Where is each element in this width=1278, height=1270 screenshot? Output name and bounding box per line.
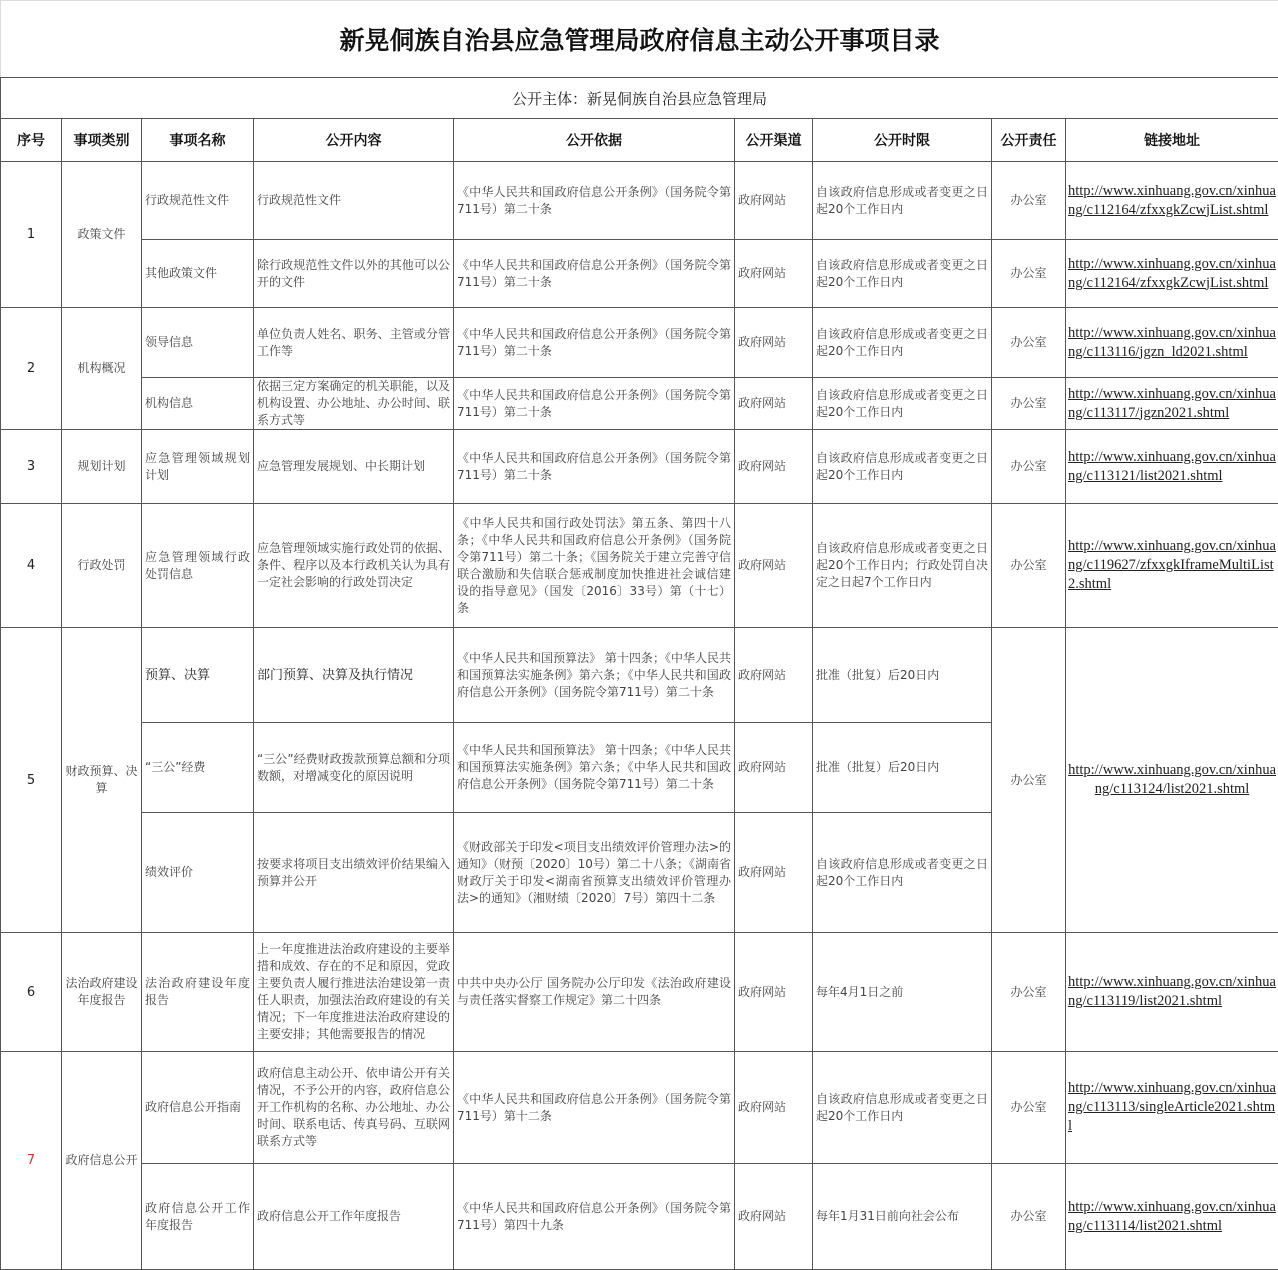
header-duty: 公开责任 xyxy=(992,119,1066,162)
table-row xyxy=(1,1052,1278,1164)
row-content: 应急管理领域实施行政处罚的依据、条件、程序以及本行政机关认为具有一定社会影响的行政处罚决定 xyxy=(254,504,454,628)
row-content: 按要求将项目支出绩效评价结果编入预算并公开 xyxy=(254,813,454,933)
row-item-name: 应急管理领域行政处罚信息 xyxy=(142,504,254,628)
row-duty: 办公室 xyxy=(992,430,1066,504)
row-category: 政府信息公开 xyxy=(62,1052,142,1270)
row-link-text[interactable]: http://www.xinhuang.gov.cn/xinhuang/c112164/zfxxgkZcwjList.shtml xyxy=(1068,255,1276,291)
row-channel: 政府网站 xyxy=(735,1052,813,1164)
header-content: 公开内容 xyxy=(254,119,454,162)
row-duty: 办公室 xyxy=(992,308,1066,378)
row-channel: 政府网站 xyxy=(735,162,813,240)
header-deadline: 公开时限 xyxy=(813,119,992,162)
row-channel: 政府网站 xyxy=(735,723,813,813)
row-link[interactable] xyxy=(1066,1052,1278,1164)
row-basis: 《中华人民共和国政府信息公开条例》（国务院令第711号）第十二条 xyxy=(454,1052,735,1164)
row-category: 行政处罚 xyxy=(62,504,142,628)
table-row xyxy=(1,240,1278,308)
table-row xyxy=(1,504,1278,628)
row-channel: 政府网站 xyxy=(735,933,813,1052)
row-channel: 政府网站 xyxy=(735,430,813,504)
row-content: 政府信息公开工作年度报告 xyxy=(254,1164,454,1270)
row-link-text[interactable]: http://www.xinhuang.gov.cn/xinhuang/c113121/list2021.shtml xyxy=(1068,448,1276,484)
row-basis: 《中华人民共和国预算法》 第十四条；《中华人民共和国预算法实施条例》第六条；《中华人民共和国政府信息公开条例》（国务院令第711号）第二十条 xyxy=(454,628,735,723)
row-item-name: 绩效评价 xyxy=(142,813,254,933)
table-row xyxy=(1,1164,1278,1270)
row-category: 机构概况 xyxy=(62,308,142,430)
row-content: 依据三定方案确定的机关职能，以及机构设置、办公地址、办公时间、联系方式等 xyxy=(254,378,454,430)
row-deadline: 自该政府信息形成或者变更之日起20个工作日内 xyxy=(813,813,992,933)
row-seq: 5 xyxy=(1,628,62,933)
row-link[interactable] xyxy=(1066,504,1278,628)
row-deadline: 批准（批复）后20日内 xyxy=(813,723,992,813)
row-basis: 《中华人民共和国政府信息公开条例》（国务院令第711号）第二十条 xyxy=(454,378,735,430)
table-row xyxy=(1,162,1278,240)
row-seq: 6 xyxy=(1,933,62,1052)
header-category: 事项类别 xyxy=(62,119,142,162)
row-link-text[interactable]: http://www.xinhuang.gov.cn/xinhuang/c119627/zfxxgkIframeMultiList2.shtml xyxy=(1068,538,1276,592)
row-link-text[interactable]: http://www.xinhuang.gov.cn/xinhuang/c113116/jgzn_ld2021.shtml xyxy=(1068,324,1276,360)
row-item-name: 预算、决算 xyxy=(142,628,254,723)
row-basis: 《中华人民共和国政府信息公开条例》（国务院令第711号）第四十九条 xyxy=(454,1164,735,1270)
row-basis: 《中华人民共和国预算法》 第十四条；《中华人民共和国预算法实施条例》第六条；《中华人民共和国政府信息公开条例》（国务院令第711号）第二十条 xyxy=(454,723,735,813)
header-link: 链接地址 xyxy=(1066,119,1278,162)
table-row xyxy=(1,430,1278,504)
row-basis: 《财政部关于印发<项目支出绩效评价管理办法>的通知》（财预〔2020〕10号）第二十八条；《湖南省财政厅关于印发<湖南省预算支出绩效评价管理办法>的通知》（湘财绩〔2020〕7号）第四十二条 xyxy=(454,813,735,933)
row-seq: 2 xyxy=(1,308,62,430)
row-duty: 办公室 xyxy=(992,504,1066,628)
table-row xyxy=(1,308,1278,378)
row-content: 除行政规范性文件以外的其他可以公开的文件 xyxy=(254,240,454,308)
row-deadline: 批准（批复）后20日内 xyxy=(813,628,992,723)
row-deadline: 自该政府信息形成或者变更之日起20个工作日内 xyxy=(813,430,992,504)
row-content: 应急管理发展规划、中长期计划 xyxy=(254,430,454,504)
row-item-name: 机构信息 xyxy=(142,378,254,430)
row-channel: 政府网站 xyxy=(735,240,813,308)
row-deadline: 自该政府信息形成或者变更之日起20个工作日内 xyxy=(813,308,992,378)
row-category: 规划计划 xyxy=(62,430,142,504)
row-category: 法治政府建设年度报告 xyxy=(62,933,142,1052)
header-row xyxy=(1,119,1278,162)
row-seq: 1 xyxy=(1,162,62,308)
row-duty: 办公室 xyxy=(992,933,1066,1052)
table-row xyxy=(1,933,1278,1052)
row-link-text[interactable]: http://www.xinhuang.gov.cn/xinhuang/c112164/zfxxgkZcwjList.shtml xyxy=(1068,182,1276,218)
row-content: 部门预算、决算及执行情况 xyxy=(254,628,454,723)
header-item-name: 事项名称 xyxy=(142,119,254,162)
row-deadline: 自该政府信息形成或者变更之日起20个工作日内 xyxy=(813,162,992,240)
row-basis: 《中华人民共和国政府信息公开条例》（国务院令第711号）第二十条 xyxy=(454,240,735,308)
row-deadline: 自该政府信息形成或者变更之日起20个工作日内；行政处罚自决定之日起7个工作日内 xyxy=(813,504,992,628)
row-deadline: 自该政府信息形成或者变更之日起20个工作日内 xyxy=(813,240,992,308)
row-item-name: 政府信息公开工作年度报告 xyxy=(142,1164,254,1270)
row-content: 政府信息主动公开、依申请公开有关情况，不予公开的内容，政府信息公开工作机构的名称、办公地址、办公时间、联系电话、传真号码、互联网联系方式等 xyxy=(254,1052,454,1164)
row-basis: 《中华人民共和国行政处罚法》第五条、第四十八条；《中华人民共和国政府信息公开条例》（国务院令第711号）第二十条；《国务院关于建立完善守信联合激励和失信联合惩戒制度加快推进社会诚信建设的指导意见》（国发〔2016〕33号）第（十七）条 xyxy=(454,504,735,628)
row-link[interactable] xyxy=(1066,1164,1278,1270)
row-item-name: 领导信息 xyxy=(142,308,254,378)
row-link[interactable] xyxy=(1066,430,1278,504)
row-category: 政策文件 xyxy=(62,162,142,308)
row-link[interactable] xyxy=(1066,308,1278,378)
row-content: 上一年度推进法治政府建设的主要举措和成效、存在的不足和原因，党政主要负责人履行推进法治建设第一责任人职责，加强法治政府建设的有关情况；下一年度推进法治政府建设的主要安排；其他需要报告的情况 xyxy=(254,933,454,1052)
row-channel: 政府网站 xyxy=(735,308,813,378)
row-content: “三公”经费财政拨款预算总额和分项数额，对增减变化的原因说明 xyxy=(254,723,454,813)
row-item-name: 行政规范性文件 xyxy=(142,162,254,240)
row-deadline: 每年1月31日前向社会公布 xyxy=(813,1164,992,1270)
row-link-text[interactable]: http://www.xinhuang.gov.cn/xinhuang/c113117/jgzn2021.shtml xyxy=(1068,385,1276,421)
row-duty: 办公室 xyxy=(992,240,1066,308)
row-duty: 办公室 xyxy=(992,378,1066,430)
row-item-name: “三公”经费 xyxy=(142,723,254,813)
row-duty: 办公室 xyxy=(992,162,1066,240)
row-link-text[interactable]: http://www.xinhuang.gov.cn/xinhuang/c113113/singleArticle2021.shtml xyxy=(1068,1080,1276,1134)
header-basis: 公开依据 xyxy=(454,119,735,162)
row-channel: 政府网站 xyxy=(735,1164,813,1270)
row-seq: 4 xyxy=(1,504,62,628)
row-content: 单位负责人姓名、职务、主管或分管工作等 xyxy=(254,308,454,378)
table-row xyxy=(1,378,1278,430)
row-deadline: 自该政府信息形成或者变更之日起20个工作日内 xyxy=(813,1052,992,1164)
row-link[interactable] xyxy=(1066,628,1278,933)
row-duty: 办公室 xyxy=(992,1164,1066,1270)
row-link[interactable] xyxy=(1066,240,1278,308)
row-channel: 政府网站 xyxy=(735,504,813,628)
row-seq: 7 xyxy=(1,1052,62,1270)
row-item-name: 其他政策文件 xyxy=(142,240,254,308)
row-category: 财政预算、决算 xyxy=(62,628,142,933)
row-deadline: 每年4月1日之前 xyxy=(813,933,992,1052)
row-item-name: 法治政府建设年度报告 xyxy=(142,933,254,1052)
table-row xyxy=(1,628,1278,723)
row-deadline: 自该政府信息形成或者变更之日起20个工作日内 xyxy=(813,378,992,430)
row-item-name: 应急管理领域规划计划 xyxy=(142,430,254,504)
row-basis: 中共中央办公厅 国务院办公厅印发《法治政府建设与责任落实督察工作规定》第二十四条 xyxy=(454,933,735,1052)
row-link[interactable] xyxy=(1066,933,1278,1052)
publisher-subject: 公开主体：新晃侗族自治县应急管理局 xyxy=(1,78,1278,119)
row-link-text[interactable]: http://www.xinhuang.gov.cn/xinhuang/c113124/list2021.shtml xyxy=(1068,762,1277,797)
row-content: 行政规范性文件 xyxy=(254,162,454,240)
row-channel: 政府网站 xyxy=(735,378,813,430)
row-link[interactable] xyxy=(1066,378,1278,430)
header-channel: 公开渠道 xyxy=(735,119,813,162)
row-link-text[interactable]: http://www.xinhuang.gov.cn/xinhuang/c113119/list2021.shtml xyxy=(1068,974,1276,1009)
row-basis: 《中华人民共和国政府信息公开条例》（国务院令第711号）第二十条 xyxy=(454,430,735,504)
row-item-name: 政府信息公开指南 xyxy=(142,1052,254,1164)
row-link[interactable] xyxy=(1066,162,1278,240)
row-duty: 办公室 xyxy=(992,1052,1066,1164)
row-channel: 政府网站 xyxy=(735,813,813,933)
row-channel: 政府网站 xyxy=(735,628,813,723)
row-link-text[interactable]: http://www.xinhuang.gov.cn/xinhuang/c113114/list2021.shtml xyxy=(1068,1198,1276,1234)
row-seq: 3 xyxy=(1,430,62,504)
row-duty: 办公室 xyxy=(992,628,1066,933)
row-basis: 《中华人民共和国政府信息公开条例》（国务院令第711号）第二十条 xyxy=(454,308,735,378)
row-basis: 《中华人民共和国政府信息公开条例》（国务院令第711号）第二十条 xyxy=(454,162,735,240)
page-title: 新晃侗族自治县应急管理局政府信息主动公开事项目录 xyxy=(1,1,1278,78)
header-seq: 序号 xyxy=(1,119,62,162)
